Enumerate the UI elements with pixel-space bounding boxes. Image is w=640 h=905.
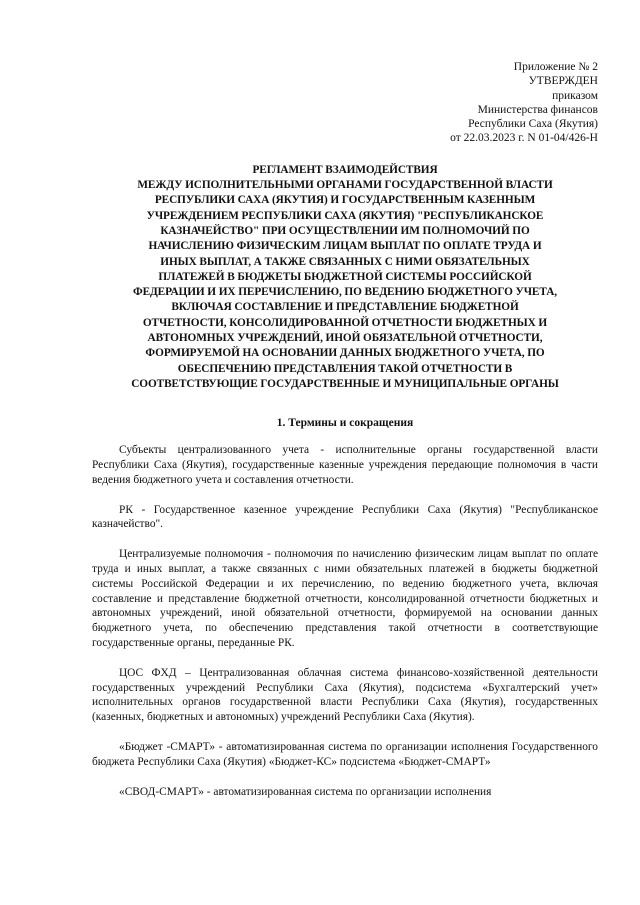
approval-line-order: приказом <box>552 89 598 102</box>
title-line: КАЗНАЧЕЙСТВО" ПРИ ОСУЩЕСТВЛЕНИИ ИМ ПОЛНОМОЧИЙ ПО <box>160 224 530 237</box>
approval-line-republic: Республики Саха (Якутия) <box>468 118 598 131</box>
paragraph-svod-smart: «СВОД-СМАРТ» - автоматизированная система по организации исполнения <box>119 785 492 798</box>
approval-line-approved: УТВЕРЖДЕН <box>528 75 598 88</box>
paragraph-rk-definition: РК - Государственное казенное учреждение Республики Саха (Якутия) "Республиканское казначейство". <box>92 503 598 531</box>
paragraph-cos-fhd: ЦОС ФХД – Централизованная облачная система финансово-хозяйственной деятельности государственных учреждений Республики Саха (Якутия), подсистема «Бухгалтерский учет» исполнительных органов государственной власти Республики Саха (Якутия), государственных (казенных, бюджетных и автономных) учреждений Республики Саха (Якутия). <box>92 666 598 724</box>
title-line: РЕГЛАМЕНТ ВЗАИМОДЕЙСТВИЯ <box>252 163 438 176</box>
approval-block <box>92 60 598 146</box>
document-title <box>92 163 598 392</box>
title-line: ОБЕСПЕЧЕНИЮ ПРЕДСТАВЛЕНИЯ ТАКОЙ ОТЧЕТНОСТИ В <box>177 362 513 375</box>
title-line: ФОРМИРУЕМОЙ НА ОСНОВАНИИ ДАННЫХ БЮДЖЕТНОГО УЧЕТА, ПО <box>145 347 545 360</box>
title-line: НАЧИСЛЕНИЮ ФИЗИЧЕСКИМ ЛИЦАМ ВЫПЛАТ ПО ОПЛАТЕ ТРУДА И <box>148 240 542 253</box>
paragraph-centralized-powers: Централизуемые полномочия - полномочия по начислению физическим лицам выплат по оплате труда и иных выплат, а также связанных с ними обязательных платежей в бюджеты бюджетной системы Российской Федерации и их перечислению, по ведению бюджетного учета, включая составление и представление бюджетной отчетности, консолидированной отчетности бюджетных и автономных учреждений, иной обязательной отчетности, формируемой на основании данных бюджетного учета, по обеспечению представления такой отчетности в соответствующие государственные органы, переданные РК. <box>92 548 598 649</box>
title-line: РЕСПУБЛИКИ САХА (ЯКУТИЯ) И ГОСУДАРСТВЕННЫМ КАЗЕННЫМ <box>154 194 536 207</box>
approval-line-appendix: Приложение № 2 <box>513 61 598 73</box>
document-page <box>92 60 598 811</box>
paragraph-budget-smart: «Бюджет -СМАРТ» - автоматизированная система по организации исполнения Государственного бюджета Республики Саха (Якутия) «Бюджет-КС» подсистема «Бюджет-СМАРТ» <box>92 740 598 768</box>
title-line: ФЕДЕРАЦИИ И ИХ ПЕРЕЧИСЛЕНИЮ, ПО ВЕДЕНИЮ БЮДЖЕТНОГО УЧЕТА, <box>132 286 558 299</box>
title-line: СООТВЕТСТВУЮЩИЕ ГОСУДАРСТВЕННЫЕ И МУНИЦИПАЛЬНЫЕ ОРГАНЫ <box>131 377 559 390</box>
title-line: ИНЫХ ВЫПЛАТ, А ТАКЖЕ СВЯЗАННЫХ С НИМИ ОБЯЗАТЕЛЬНЫХ <box>160 255 530 268</box>
approval-line-ministry: Министерства финансов <box>477 103 598 116</box>
section-heading-terms: 1. Термины и сокращения <box>276 417 414 430</box>
title-line: ОТЧЕТНОСТИ, КОНСОЛИДИРОВАННОЙ ОТЧЕТНОСТИ БЮДЖЕТНЫХ И <box>142 316 548 329</box>
title-line: АВТОНОМНЫХ УЧРЕЖДЕНИЙ, ИНОЙ ОБЯЗАТЕЛЬНОЙ ОТЧЕТНОСТИ, <box>147 332 543 345</box>
paragraph-centralized-subjects: Субъекты централизованного учета - исполнительные органы государственной власти Республики Саха (Якутия), государственные казенные учреждения передающие полномочия в части ведения бюджетного учета и составления отчетности. <box>92 444 598 486</box>
title-line: УЧРЕЖДЕНИЕМ РЕСПУБЛИКИ САХА (ЯКУТИЯ) "РЕСПУБЛИКАНСКОЕ <box>146 209 544 222</box>
title-line: ВКЛЮЧАЯ СОСТАВЛЕНИЕ И ПРЕДСТАВЛЕНИЕ БЮДЖЕТНОЙ <box>171 301 519 314</box>
title-line: МЕЖДУ ИСПОЛНИТЕЛЬНЫМИ ОРГАНАМИ ГОСУДАРСТВЕННОЙ ВЛАСТИ <box>137 179 553 192</box>
approval-line-date-number: от 22.03.2023 г. N 01-04/426-Н <box>450 132 598 145</box>
title-line: ПЛАТЕЖЕЙ В БЮДЖЕТЫ БЮДЖЕТНОЙ СИСТЕМЫ РОССИЙСКОЙ <box>158 270 532 283</box>
